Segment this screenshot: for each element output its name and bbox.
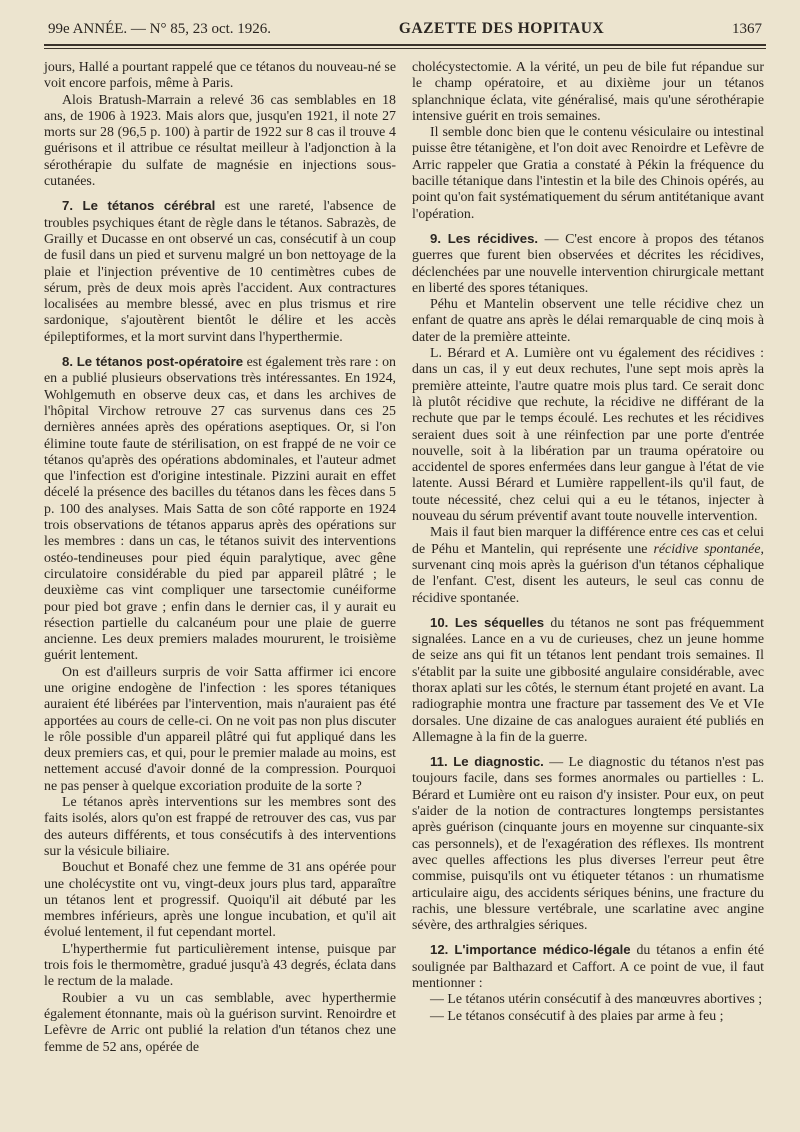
paragraph [44, 860, 396, 941]
paragraph [44, 60, 396, 93]
paragraph [412, 942, 764, 992]
paragraph-text: Mais il faut bien marquer la différence entre ces cas et celui de Péhu et Mantelin, qui représente une [412, 525, 764, 557]
paragraph [44, 93, 396, 191]
paragraph [412, 992, 764, 1008]
paragraph-text: est une rareté, l'absence de troubles psychiques étant de règle dans le tétanos. Sabrazès, de Grailly et Ducasse en ont observé un cas, consécutif à un coup de fusil dans un pied et survenu malgré un bon nettoyage de la plaie et l'injection préventive de 10 centimètres cubes de sérum, près de deux mois après l'accident. Aux contractures localisées au membre blessé, avec en plus trismus et rire sardonique, s'ajoutèrent bientôt le délire et les accès épileptiformes, et la mort survint dans l'hyperthermie. [44, 199, 396, 345]
paragraph [412, 525, 764, 606]
paragraph-text: du tétanos a enfin été soulignée par Balthazard et Caffort. A ce point de vue, il faut mentionner : [412, 943, 765, 992]
paragraph [412, 60, 764, 125]
section-heading: 10. Les séquelles [430, 614, 545, 630]
paragraph [412, 231, 764, 297]
paragraph-text: jours, Hallé a pourtant rappelé que ce tétanos du nouveau-né se voit encore parfois, même à Paris. [44, 60, 396, 92]
header-rule [44, 44, 766, 46]
paragraph [44, 665, 396, 795]
paragraph-text: Péhu et Mantelin observent une telle récidive chez un enfant de quatre ans après le délai remarquable de cinq mois à dater de la première atteinte. [412, 297, 764, 345]
paragraph-text: L. Bérard et A. Lumière ont vu également des récidives : dans un cas, il y eut deux rechutes, l'une sept mois après la première atteinte, l'autre quatre mois plus tard. Ce serait donc là plutôt récidive que rechute, la récidive ne différant de la rechute que par le temps écoulé. Les rechutes et les récidives seraient dues soit à une réinfection par une porte d'entrée nouvelle, soit à la libération par un trauma opératoire ou accidentel de spores enfermées dans leur gangue à l'état de vie latente. Aussi Bérard et Lumière rappellent-ils qu'il faut, de toute nécessité, chez celui qui a eu le tétanos, injecter à nouveau du sérum préventif avant toute nouvelle intervention. [412, 346, 764, 525]
paragraph [412, 125, 764, 223]
section-heading: 7. Le tétanos cérébral [62, 198, 216, 214]
paragraph [412, 615, 764, 746]
right-column [412, 60, 764, 1025]
page-header [48, 20, 762, 44]
paragraph-text: On est d'ailleurs surpris de voir Satta affirmer ici encore une origine endogène de l'infection : les spores tétaniques auraient été libérées par l'intervention, mais n'auraient pas été apportées au cours de celle-ci. On ne voit pas non plus discuter le rôle possible d'un appareil plâtré qui fut appliqué dans les deux premiers cas, et qui, pour le premier malade au moins, est nettement accusé d'avoir donné de la compression. Pourquoi ne pas penser à quelque excoriation produite de la sorte ? [44, 664, 396, 794]
paragraph [412, 297, 764, 346]
paragraph [44, 354, 396, 665]
paragraph-text: Alois Bratush-Marrain a relevé 36 cas semblables en 18 ans, de 1906 à 1923. Mais alors que, jusqu'en 1921, il note 27 morts sur 28 (96,5 p. 100) à partir de 1922 sur 8 cas il trouve 4 guérisons et il attribue ce résultat meilleur à l'adjonction à la sérothérapie du sulfate de magnésie en injections sous-cutanées. [44, 92, 396, 190]
paragraph-text: L'hyperthermie fut particulièrement intense, puisque par trois fois le thermomètre, gradué jusqu'à 43 degrés, éclata dans le rectum de la malade. [44, 941, 396, 990]
paragraph-text: cholécystectomie. A la vérité, un peu de bile fut répandue sur le champ opératoire, et au dixième jour un tétanos splanchnique éclata, vite généralisé, mais qu'une sérothérapie intensive guérit en trois semaines. [412, 60, 764, 124]
paragraph-text: Il semble donc bien que le contenu vésiculaire ou intestinal puisse être tétanigène, et l'on doit avec Renoirdre et Lefèvre de Arric rappeler que Gratia a constaté à Pékin la fréquence du bacille tétanique dans l'intestin et la bile des Chinois opérés, au point qu'on fait systématiquement du sérum antitétanique avant l'opération. [412, 125, 764, 222]
section-heading: 9. Les récidives. [430, 230, 539, 246]
paragraph-text: — Le tétanos consécutif à des plaies par arme à feu ; [430, 1008, 724, 1024]
issue-info: 99e ANNÉE. — N° 85, 23 oct. 1926. [48, 21, 272, 37]
page-number: 1367 [731, 21, 762, 37]
header-rule-thin [44, 48, 766, 49]
paragraph [44, 942, 396, 991]
section-heading: 8. Le tétanos post-opératoire [62, 354, 244, 370]
paragraph [44, 795, 396, 860]
journal-title: GAZETTE DES HOPITAUX [398, 20, 605, 37]
section-heading: 12. L'importance médico-légale [430, 942, 631, 958]
paragraph [412, 754, 764, 934]
paragraph-text: du tétanos ne sont pas fréquemment signalées. Lance en a vu de curieuses, chez un jeune homme de seize ans qui fit un tétanos lent pendant trois semaines. Il s'établit par la suite une gibbosité angulaire considérable, avec thorax aplati sur les côtés, le sternum étant projeté en avant. La radiographie montra une fracture par tassement des Ve et VIe dorsales. Une dizaine de cas analogues auraient été publiés en Allemagne à la fin de la guerre. [412, 615, 764, 745]
paragraph-text: — C'est encore à propos des tétanos guerres que furent bien observées et décrites les récidives, déclenchées par une nouvelle intervention chirurgicale mettant en liberté des spores tétaniques. [412, 231, 764, 296]
paragraph [44, 991, 396, 1056]
paragraph-text: Roubier a vu un cas semblable, avec hyperthermie également étonnante, mais où la guérison survint. Renoirdre et Lefèvre de Arric ont publié la relation d'un tétanos chez une femme de 52 ans, opérée de [44, 990, 396, 1055]
paragraph-text: Le tétanos après interventions sur les membres sont des faits isolés, alors qu'on est frappé de retrouver des cas, vus par des auteurs différents, et tous consécutifs à des interventions sur la vésicule biliaire. [44, 795, 396, 859]
paragraph-text: — Le diagnostic du tétanos n'est pas toujours facile, dans ses formes anormales ou partielles : L. Bérard et Lumière ont eu raison d'y insister. Pour eux, on peut s'aider de la notion de contractures longtemps persistantes après guérison (cinquante jours en moyenne sur cinquante-six cas personnels), et de l'exagération des réflexes. Ils montrent avec quelles affections les plus diverses l'erreur peut être commise, puisqu'ils ont vu étiqueter tétanos : un rhumatisme articulaire aigu, des accidents sériques bénins, une fracture du rachis, une blessure vertébrale, une scarlatine avec angine sévère, des arthralgies sériques. [412, 755, 765, 934]
paragraph [412, 1009, 764, 1025]
paragraph-text: est également très rare : on en a publié plusieurs observations très intéressantes. En 1924, Wohlgemuth en observe deux cas, et dans les archives de l'hôpital Virchow retrouve 27 cas survenus dans ces 25 dernières années après des opérations aseptiques. Or, si l'on élimine toute faute de stérilisation, on est frappé de ne voir ce tétanos qu'après des opérations abdominales, et l'auteur admet que l'infection est d'origine intestinale. Pizzini aurait en effet décelé la présence des bacilles du tétanos dans les fèces dans 5 p. 100 des analyses. Mais Satta de son côté rapporte en 1924 trois observations de tétanos apparus après des opérations sur les membres : dans un cas, le tétanos suivit des interventions ostéo-tendineuses pour pied équin paralytique, avec gêne circulatoire considérable du pied par appareil plâtré ; le deuxième cas vint compliquer une tarsectomie cunéiforme pour pied bot grave ; enfin dans le dernier cas, il y aurait eu résection partielle du calcanéum pour une plaie de guerre ancienne. Les deux premiers malades moururent, le troisième guérit lentement. [44, 355, 397, 664]
paragraph [412, 346, 764, 525]
paragraph-text: Bouchut et Bonafé chez une femme de 31 ans opérée pour une cholécystite ont vu, vingt-deux jours plus tard, apparaître un tétanos lent et progressif. Quoiqu'il ait débuté par les membres inférieurs, après une longue incubation, et qu'il ait évolué lentement, il fut cependant mortel. [44, 860, 396, 941]
paragraph [44, 198, 396, 346]
section-heading: 11. Le diagnostic. [430, 754, 544, 770]
paragraph-text: , survenant cinq mois après la guérison d'un tétanos céphalique de l'enfant. C'est, disent les auteurs, le seul cas connu de récidive spontanée. [412, 541, 764, 606]
left-column [44, 60, 396, 1056]
paragraph-text: — Le tétanos utérin consécutif à des manœuvres abortives ; [430, 992, 763, 1008]
italic-term: récidive spontanée [653, 541, 761, 557]
